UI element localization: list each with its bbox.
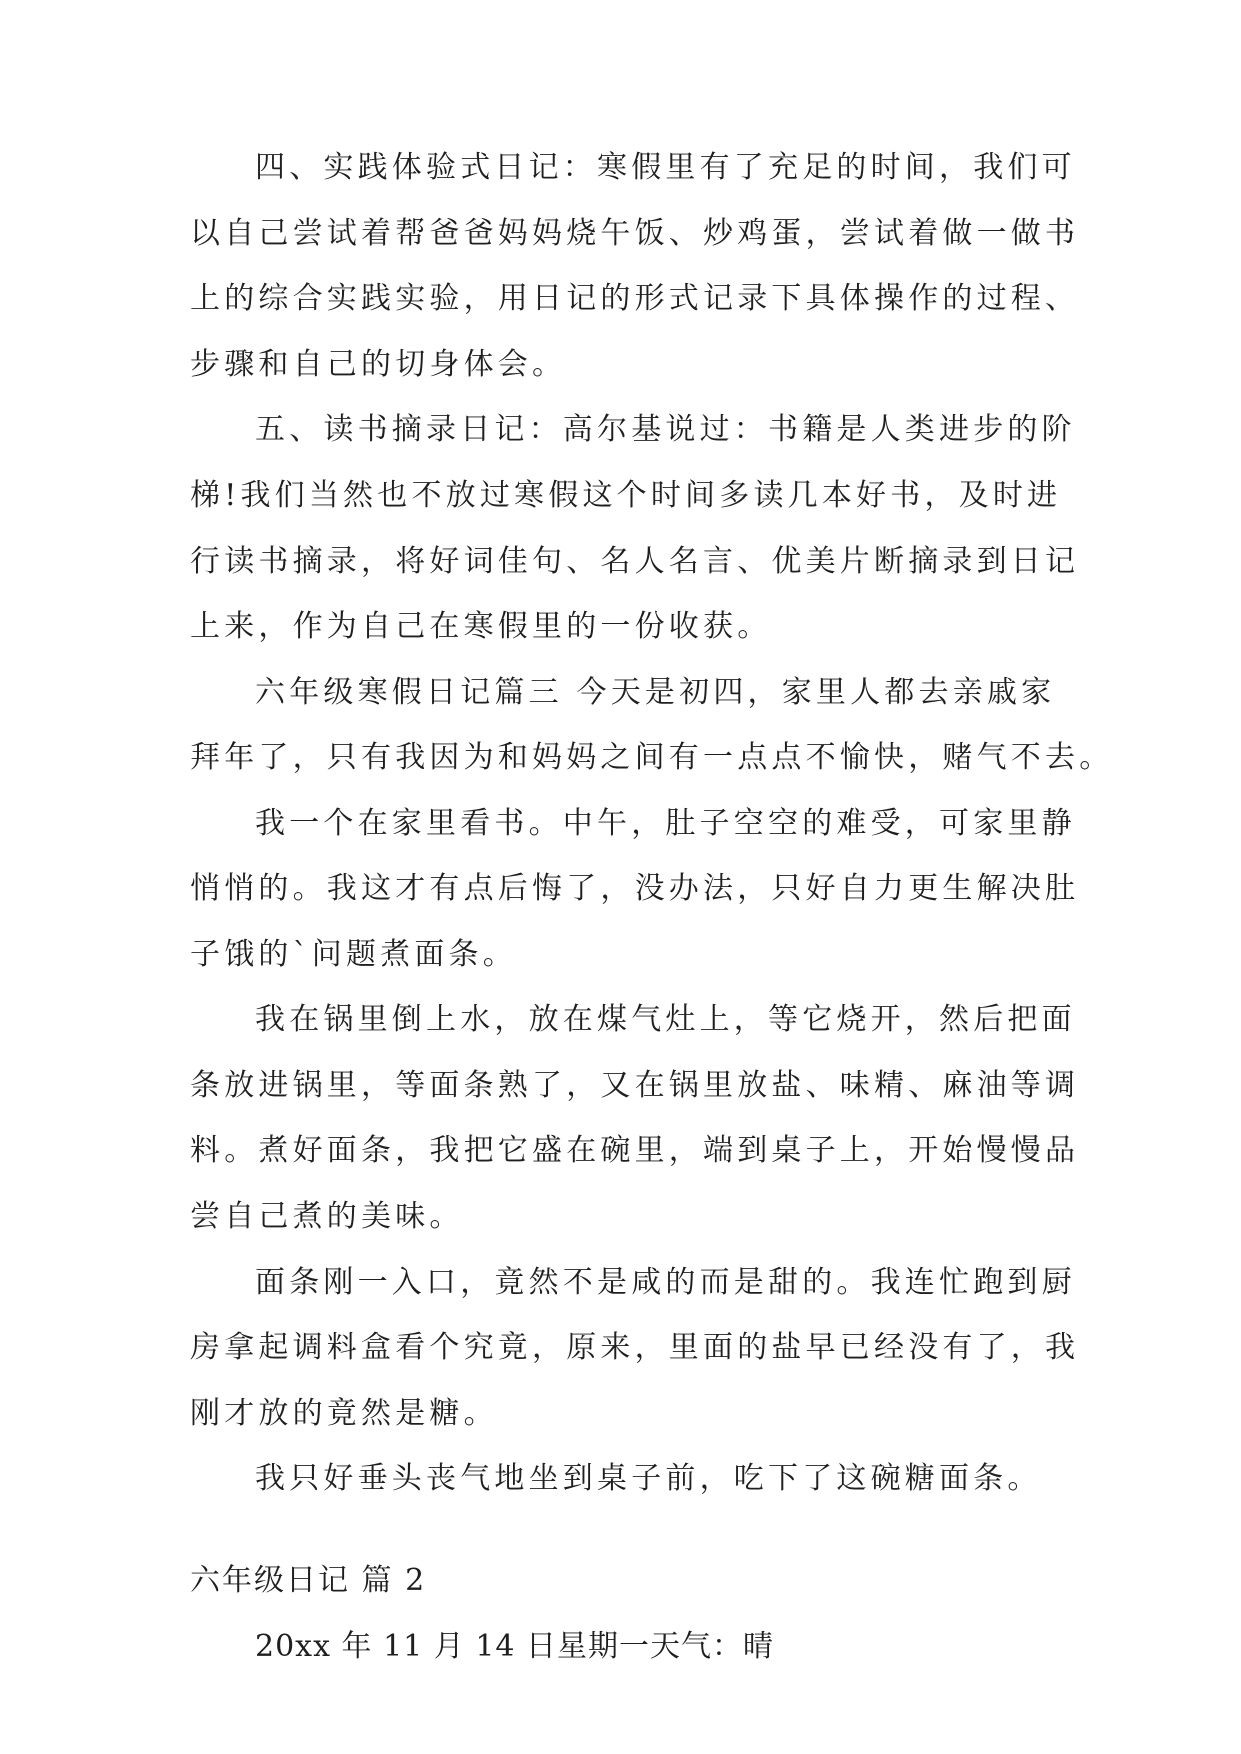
text-line: 上来，作为自己在寒假里的一份收获。 [190,609,772,644]
text-line: 面条刚一入口，竟然不是咸的而是甜的。我连忙跑到厨 [255,1265,1076,1300]
text-line: 我在锅里倒上水，放在煤气灶上，等它烧开，然后把面 [255,1002,1076,1037]
text-line: 子饿的`问题煮面条。 [190,937,517,972]
text-line: 五、读书摘录日记：高尔基说过：书籍是人类进步的阶 [255,412,1076,447]
text-line: 我只好垂头丧气地坐到桌子前，吃下了这碗糖面条。 [255,1461,1042,1496]
text-line: 行读书摘录，将好词佳句、名人名言、优美片断摘录到日记 [190,544,1080,579]
date-line: 20xx 年 11 月 14 日星期一天气：晴 [255,1629,775,1664]
text-line: 我一个在家里看书。中午，肚子空空的难受，可家里静 [255,806,1076,841]
text-line: 房拿起调料盒看个究竟，原来，里面的盐早已经没有了，我 [190,1330,1080,1365]
text-line: 六年级寒假日记篇三 今天是初四，家里人都去亲戚家 [255,675,1056,710]
text-line: 拜年了，只有我因为和妈妈之间有一点点不愉快，赌气不去。 [190,740,1114,775]
text-line: 尝自己煮的美味。 [190,1199,464,1234]
section-heading: 六年级日记 篇 2 [190,1563,427,1598]
text-line: 条放进锅里，等面条熟了，又在锅里放盐、味精、麻油等调 [190,1068,1080,1103]
text-line: 梯!我们当然也不放过寒假这个时间多读几本好书，及时进 [190,478,1062,513]
text-line: 料。煮好面条，我把它盛在碗里，端到桌子上，开始慢慢品 [190,1133,1080,1168]
text-line: 刚才放的竟然是糖。 [190,1396,498,1431]
text-line: 以自己尝试着帮爸爸妈妈烧午饭、炒鸡蛋，尝试着做一做书 [190,216,1080,251]
text-line: 步骤和自己的切身体会。 [190,347,567,382]
text-line: 悄悄的。我这才有点后悔了，没办法，只好自力更生解决肚 [190,871,1080,906]
text-line: 四、实践体验式日记：寒假里有了充足的时间，我们可 [255,150,1076,185]
text-line: 上的综合实践实验，用日记的形式记录下具体操作的过程、 [190,281,1080,316]
